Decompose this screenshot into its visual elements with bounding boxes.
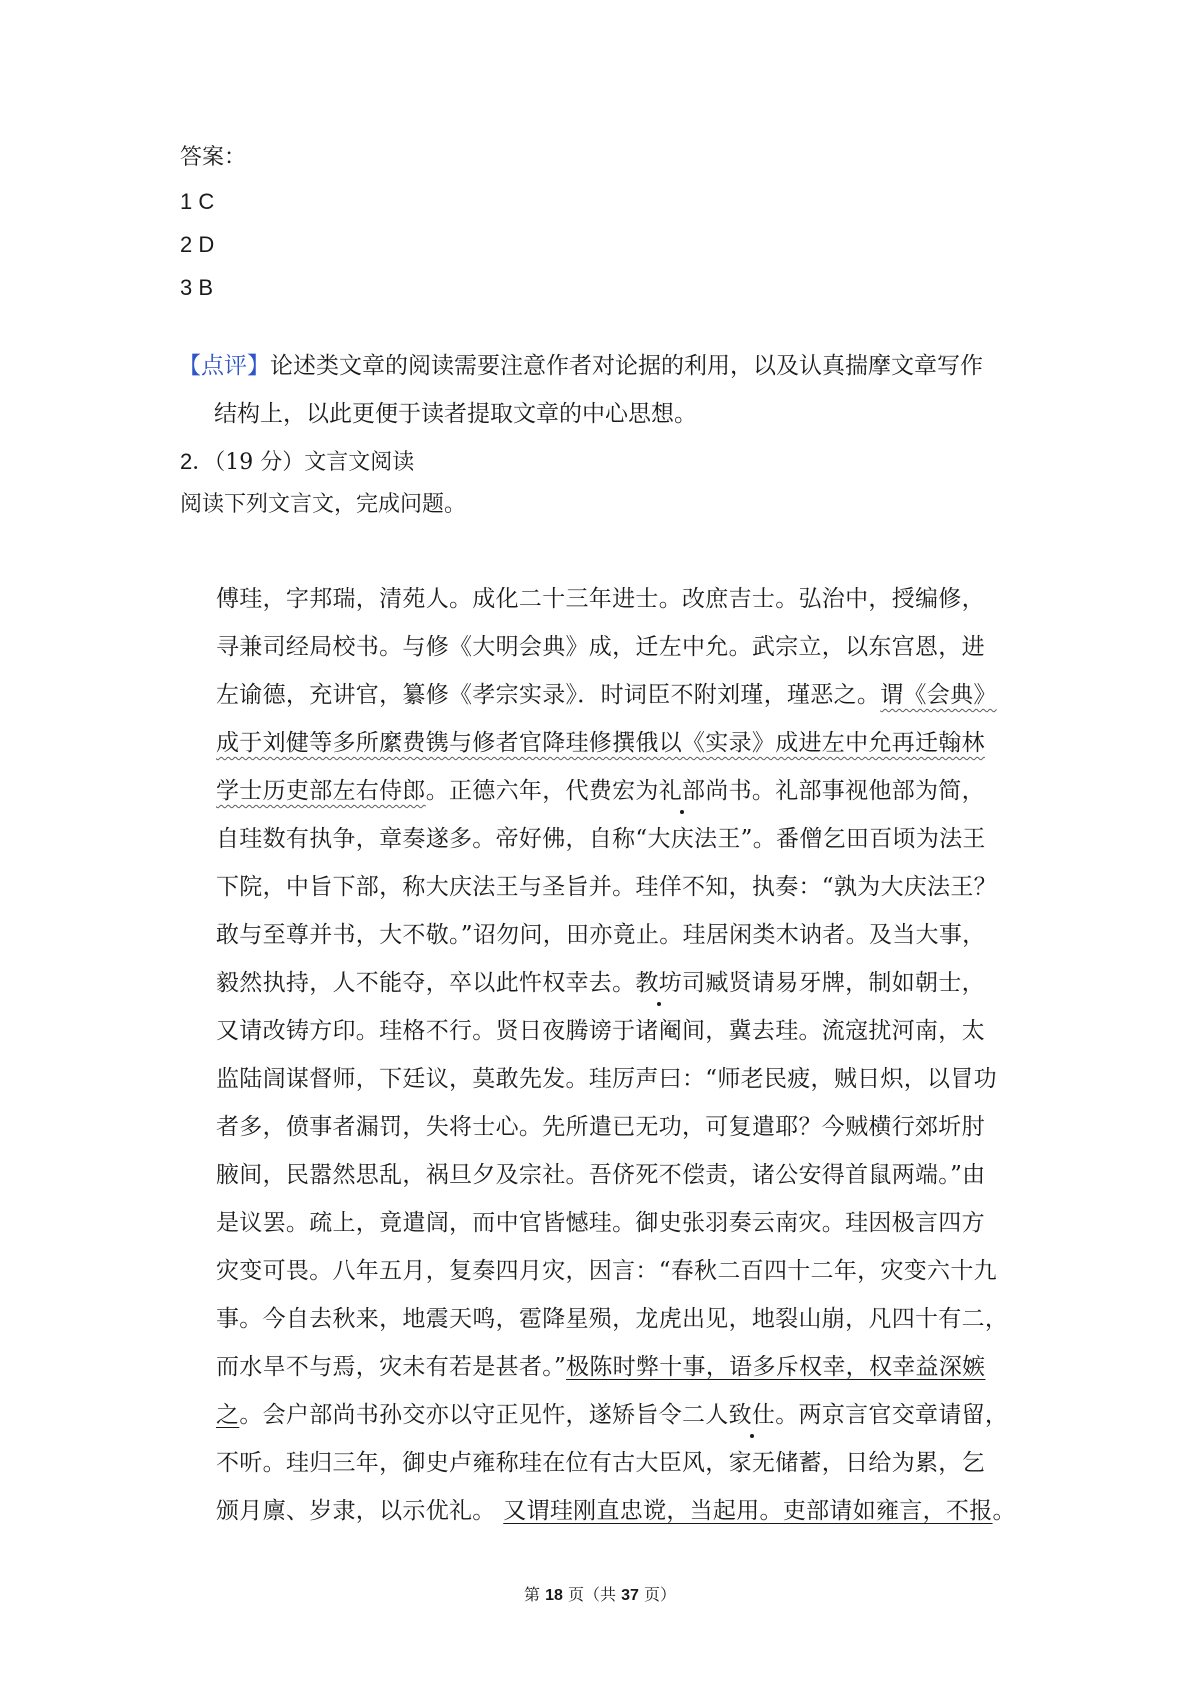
underlined-text: 之 <box>216 1402 240 1428</box>
answer-1: 1 C <box>180 189 215 214</box>
comment-line-2: 结构上，以此更便于读者提取文章的中心思想。 <box>214 401 697 427</box>
question-instruction: 阅读下列文言文，完成问题。 <box>180 492 467 517</box>
passage-line: 监陆訚谋督师，下廷议，莫敢先发。珪厉声曰：“师老民疲，贼日炽，以冒功 <box>216 1066 997 1092</box>
passage-line: 毅然执持，人不能夺，卒以此忤权幸去。教坊司臧贤请易牙牌，制如朝士， <box>216 970 985 996</box>
page-total: 37 <box>621 1587 639 1604</box>
passage-line: 灾变可畏。八年五月，复奏四月灾，因言：“春秋二百四十二年，灾变六十九 <box>216 1258 997 1284</box>
underlined-text: 极陈时弊十事，语多斥权幸，权幸益深嫉 <box>566 1354 986 1380</box>
passage-line: 事。今自去秋来，地震天鸣，雹降星殒，龙虎出见，地裂山崩，凡四十有二， <box>216 1306 1009 1332</box>
passage-line: 下院，中旨下部，称大庆法王与圣旨并。珪佯不知，执奏：“孰为大庆法王？ <box>216 874 997 900</box>
wavy-underlined-text: 成于刘健等多所縻费镌与修者官降珪修撰俄以《实录》成进左中允再迁翰林 <box>216 730 985 756</box>
classical-passage <box>216 575 1036 1535</box>
comment-line-1: 【点评】论述类文章的阅读需要注意作者对论据的利用，以及认真揣摩文章写作 <box>178 353 983 379</box>
passage-line: 又请改铸方印。珪格不行。贤日夜腾谤于诸阉间，冀去珪。流寇扰河南，太 <box>216 1018 985 1044</box>
dotted-term: 致仕 <box>728 1402 776 1428</box>
answer-3: 3 B <box>180 275 214 300</box>
dotted-term: 教坊 <box>635 970 683 996</box>
passage-line: 傅珪，字邦瑞，清苑人。成化二十三年进士。改庶吉士。弘治中，授编修， <box>216 586 985 612</box>
question-heading: 2．（19 分）文言文阅读 <box>180 449 415 475</box>
passage-line: 而水旱不与焉，灾未有若是甚者。”极陈时弊十事，语多斥权幸，权幸益深嫉 <box>216 1354 986 1380</box>
passage-line: 颁月廪、岁隶，以示优礼。 又谓珪刚直忠谠，当起用。吏部请如雍言，不报。 <box>216 1498 1016 1524</box>
passage-line: 自珪数有执争，章奏遂多。帝好佛，自称“大庆法王”。番僧乞田百顷为法王 <box>216 826 986 852</box>
passage-line: 学士历吏部左右侍郎。正德六年，代费宏为礼部尚书。礼部事视他部为简， <box>216 778 985 804</box>
page-number: 18 <box>545 1587 563 1604</box>
passage-line: 寻兼司经局校书。与修《大明会典》成，迁左中允。武宗立，以东宫恩，进 <box>216 634 985 660</box>
underlined-text: 又谓珪刚直忠谠，当起用。吏部请如雍言，不报 <box>503 1498 993 1524</box>
answers-header: 答案： <box>180 145 247 170</box>
passage-line: 是议罢。疏上，竟遣訚，而中官皆憾珪。御史张羽奏云南灾。珪因极言四方 <box>216 1210 985 1236</box>
answer-2: 2 D <box>180 232 215 257</box>
page-footer: 第 18 页（共 37 页） <box>524 1585 676 1604</box>
passage-line: 腋间，民嚣然思乱，祸旦夕及宗社。吾侪死不偿责，诸公安得首鼠两端。”由 <box>216 1162 986 1188</box>
passage-line: 左谕德，充讲官，纂修《孝宗实录》．时词臣不附刘瑾，瑾恶之。谓《会典》 <box>216 682 997 708</box>
wavy-underlined-text: 学士历吏部左右侍郎 <box>216 778 426 804</box>
passage-line: 之。会户部尚书孙交亦以守正见忤，遂矫旨令二人致仕。两京言官交章请留， <box>216 1402 1009 1428</box>
wavy-underlined-text: 谓《会典》 <box>880 682 997 708</box>
comment-tag: 【点评】 <box>178 353 270 379</box>
passage-line: 不听。珪归三年，御史卢雍称珪在位有古大臣风，家无储蓄，日给为累，乞 <box>216 1450 985 1476</box>
passage-line <box>216 719 1036 767</box>
dotted-term: 礼部 <box>658 778 706 804</box>
comment-block <box>178 342 983 438</box>
passage-line: 敢与至尊并书，大不敬。”诏勿问，田亦竟止。珪居闲类木讷者。及当大事， <box>216 922 986 948</box>
passage-line: 者多，偾事者漏罚，失将士心。先所遣已无功，可复遣耶？今贼横行郊圻肘 <box>216 1114 985 1140</box>
